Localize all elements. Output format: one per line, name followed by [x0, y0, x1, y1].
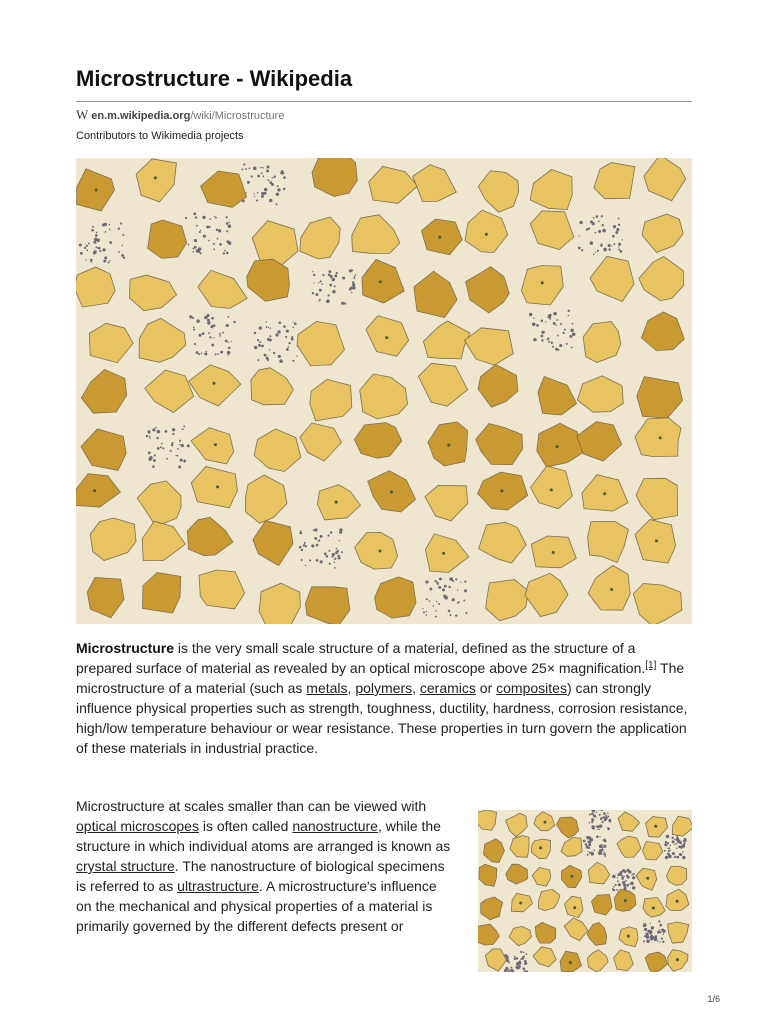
page-indicator: 1/6 [707, 994, 720, 1004]
paragraph-text: , while the structure in which individual atoms are arranged is known as [76, 818, 451, 854]
paragraph-text: The microstructure of a material (such as [76, 660, 685, 696]
paragraph-text: , [347, 680, 356, 696]
source-path[interactable]: /wiki/Microstructure [190, 110, 285, 122]
reference-link-1[interactable]: [1] [645, 660, 657, 671]
paragraph-text: is the very small scale structure of a material, defined as the structure of a prepared surface of material as revealed by an optical microscope above 25× magnification. [76, 640, 646, 676]
paragraph-text: , [412, 680, 420, 696]
term-microstructure: Microstructure [76, 640, 175, 656]
paragraph-text: or [475, 680, 497, 696]
article-paragraph-2 [76, 796, 456, 936]
link-composites[interactable]: composites [496, 680, 567, 696]
article-paragraph-1 [76, 638, 692, 758]
thumbnail-micrograph-image[interactable] [478, 810, 692, 972]
source-domain[interactable]: en.m.wikipedia.org [91, 110, 191, 122]
source-line [76, 107, 284, 123]
link-crystal-structure[interactable]: crystal structure [76, 858, 175, 874]
paragraph-text: . The nanostructure of biological specimens is referred to as [76, 858, 445, 894]
contributors-line: Contributors to Wikimedia projects [76, 130, 244, 142]
link-ceramics[interactable]: ceramics [419, 680, 476, 696]
paragraph-text: is often called [198, 818, 293, 834]
hero-micrograph-image [76, 158, 692, 624]
paragraph-text: ) can strongly influence physical properties such as strength, toughness, ductility, hardness, corrosion resistance, high/low temperature behaviour or wear resistance. These properties in turn govern the application of these materials in industrial practice. [76, 680, 688, 756]
link-nanostructure[interactable]: nanostructure [292, 818, 378, 834]
link-metals[interactable]: metals [306, 680, 348, 696]
paragraph-text: Microstructure at scales smaller than can be viewed with [76, 798, 427, 814]
page-title: Microstructure - Wikipedia [76, 66, 353, 91]
link-polymers[interactable]: polymers [355, 680, 413, 696]
title-divider [76, 101, 692, 102]
link-ultrastructure[interactable]: ultrastructure [177, 878, 259, 894]
link-optical-microscopes[interactable]: optical microscopes [76, 818, 199, 834]
paragraph-text: . A microstructure's influence on the mechanical and physical properties of a material is primarily governed by the different defects present or [76, 878, 437, 934]
wikipedia-logo-icon: W [76, 107, 89, 122]
